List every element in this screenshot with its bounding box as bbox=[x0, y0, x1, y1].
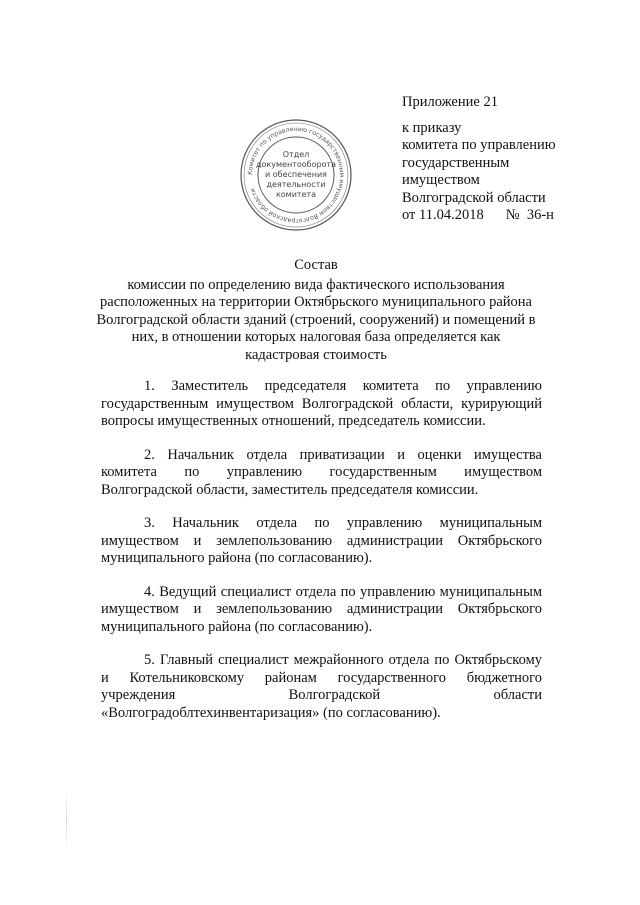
list-item: 5. Главный специалист межрайонного отдела по Октябрьскому и Котельниковскому районам государственного бюджетного учреждения Волгоградской области «Волгоградоблтехинвентаризация» (по согласованию). bbox=[101, 652, 542, 721]
order-line: государственным bbox=[402, 154, 510, 171]
order-line: комитета по управлению bbox=[402, 137, 556, 153]
members-list bbox=[101, 378, 542, 738]
stamp-ring-text: Комитет по управлению государственным имуществом Волгоградской области bbox=[246, 125, 346, 225]
list-item: 2. Начальник отдела приватизации и оценки имущества комитета по управлению государственным имуществом Волгоградской области, заместитель председателя комиссии. bbox=[101, 446, 542, 498]
stamp-line: и обеспечения bbox=[265, 170, 327, 179]
page-title: Состав bbox=[294, 257, 338, 273]
list-item: 3. Начальник отдела по управлению муниципальным имуществом и землепользованию администрации Октябрьского муниципального района (по согласованию). bbox=[101, 515, 542, 566]
order-number: 36-н bbox=[526, 207, 554, 223]
order-line: имуществом bbox=[402, 172, 480, 188]
list-item: 4. Ведущий специалист отдела по управлению муниципальным имуществом и землепользованию администрации Октябрьского муниципального района (по согласованию). bbox=[101, 583, 542, 635]
number-sign: № bbox=[505, 207, 520, 223]
list-item: 1. Заместитель председателя комитета по управлению государственным имуществом Волгоградской области, курирующий вопросы имущественных отношений, председатель комиссии. bbox=[101, 378, 542, 429]
commission-title bbox=[96, 257, 536, 364]
page-subtitle: комиссии по определению вида фактического использования расположенных на территории Октябрьского муниципального района Волгоградской области зданий (строений, сооружений) и помещений в них, в отношении которых налоговая база определяется как кадастровая стоимость bbox=[96, 276, 536, 363]
order-date: от 11.04.2018 bbox=[402, 207, 484, 223]
order-line: Волгоградской области bbox=[402, 189, 546, 206]
department-stamp bbox=[239, 118, 353, 232]
appendix-header bbox=[402, 94, 602, 225]
order-line: к приказу bbox=[402, 119, 462, 136]
scan-edge-mark bbox=[66, 790, 67, 850]
stamp-line: комитета bbox=[275, 190, 317, 199]
stamp-line: деятельности bbox=[266, 180, 326, 189]
order-date-number bbox=[402, 207, 602, 225]
appendix-title: Приложение 21 bbox=[402, 94, 498, 110]
stamp-line: Отдел bbox=[282, 150, 310, 159]
stamp-line: документооборота bbox=[256, 160, 336, 169]
